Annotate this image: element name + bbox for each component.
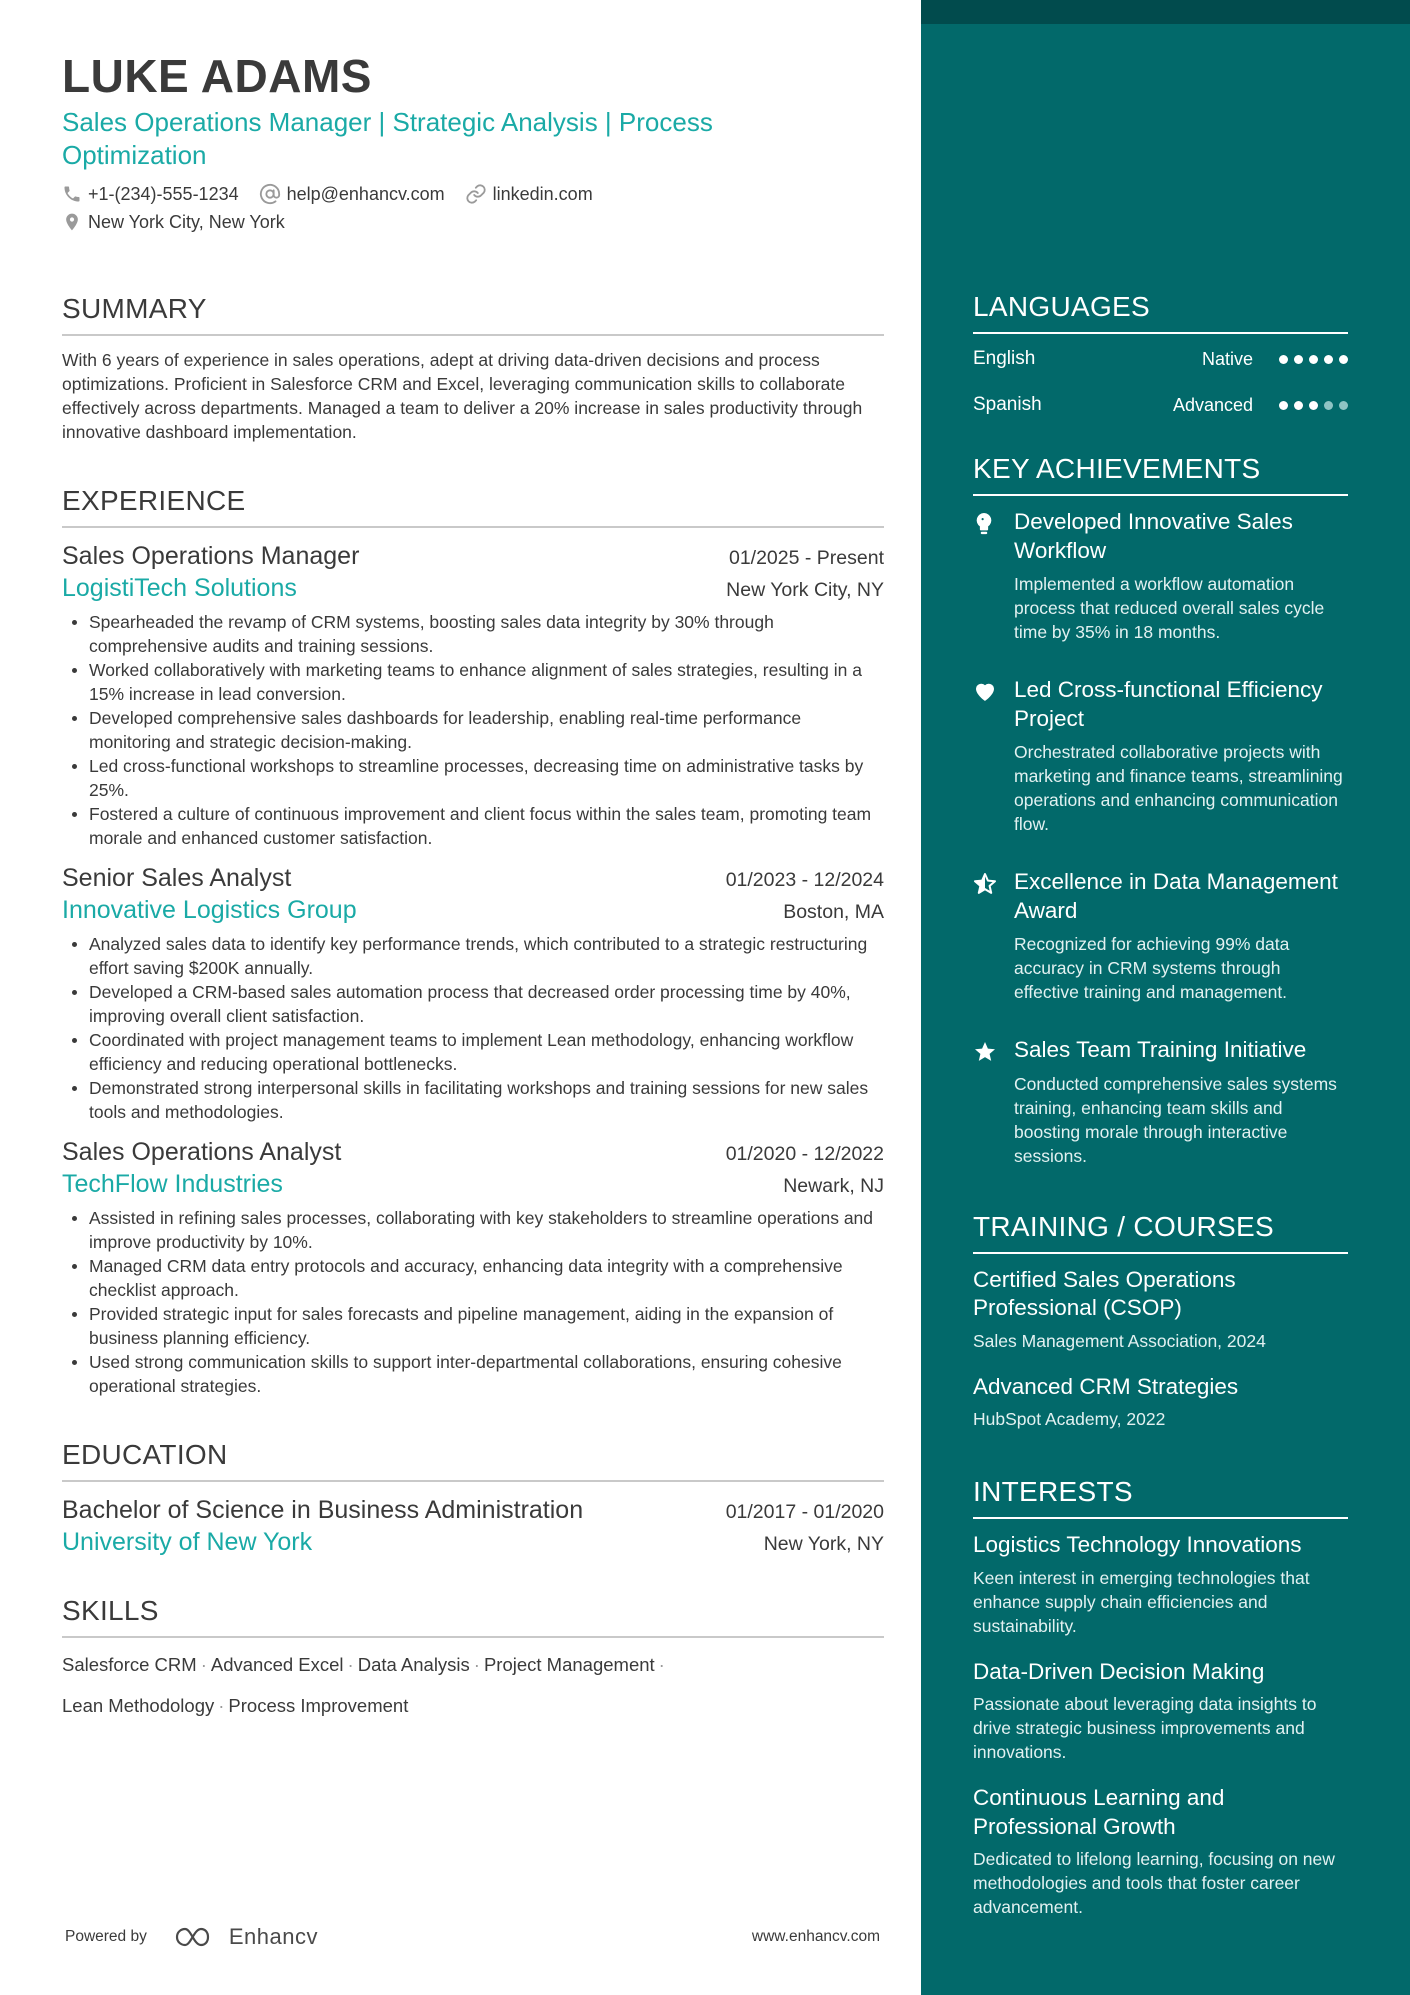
language-name: English [973, 348, 1036, 369]
achievements-section [973, 452, 1348, 1168]
interests-title: INTERESTS [973, 1476, 1133, 1507]
course-title: Advanced CRM Strategies [973, 1373, 1239, 1399]
achievements-title: KEY ACHIEVEMENTS [973, 453, 1261, 484]
skill-separator: · [658, 1654, 665, 1675]
job-date: 01/2023 - 12/2024 [725, 869, 884, 891]
achievement-desc: Conducted comprehensive sales systems training, enhancing team skills and boosting morale through interactive sessions. [1014, 1073, 1337, 1166]
language-rating [1273, 401, 1348, 410]
experience-section [62, 484, 884, 1398]
interest-title: Data-Driven Decision Making [973, 1658, 1265, 1684]
achievement-icon-wrap [973, 1036, 997, 1168]
rating-dot-filled [1279, 355, 1288, 364]
brand-logo[interactable] [175, 1924, 318, 1950]
summary-text: With 6 years of experience in sales operations, adept at driving data-driven decisions and process optimizations. Proficient in Salesforce CRM and Excel, leveraging communication skills to collaborate effectively across departments. Managed a team to deliver a 20% increase in sales productivity through innovative dashboard implementation. [62, 350, 863, 442]
job-entry [62, 1136, 884, 1398]
rating-dot-filled [1324, 355, 1333, 364]
education-entry [62, 1494, 884, 1558]
skill-separator: · [218, 1695, 225, 1716]
achievement-desc: Orchestrated collaborative projects with marketing and finance teams, streamlining operations and enhancing communication flow. [1014, 742, 1343, 834]
course-provider: HubSpot Academy, 2022 [973, 1409, 1166, 1429]
education-subheader [62, 1526, 884, 1558]
candidate-headline: Sales Operations Manager | Strategic Analysis | Process Optimization [62, 107, 713, 170]
education-school: University of New York [62, 1528, 313, 1556]
location-row [62, 210, 884, 234]
job-bullet: Worked collaboratively with marketing teams to enhance alignment of sales strategies, resulting in a 15% increase in lead conversion. [62, 658, 884, 706]
education-location: New York, NY [763, 1533, 884, 1555]
job-bullets [62, 610, 884, 850]
job-header [62, 540, 884, 572]
job-location: Newark, NJ [783, 1175, 884, 1197]
language-level: Advanced [1172, 394, 1253, 415]
achievement-desc: Recognized for achieving 99% data accuracy in CRM systems through effective training and management. [1014, 934, 1290, 1002]
achievement-title: Sales Team Training Initiative [1014, 1037, 1307, 1062]
star-half-icon [973, 872, 997, 896]
footer [65, 1924, 880, 1950]
achievement-item [973, 1036, 1348, 1168]
email-text[interactable]: help@enhancv.com [286, 183, 445, 204]
enhancv-logo-icon [175, 1926, 221, 1948]
contact-email [259, 183, 445, 205]
lightbulb-icon [973, 512, 995, 536]
education-divider [62, 1480, 884, 1482]
interest-desc: Keen interest in emerging technologies that enhance supply chain efficiencies and sustainability. [973, 1567, 1310, 1636]
skill-item: Process Improvement [228, 1695, 409, 1716]
course-title: Certified Sales Operations Professional (CSOP) [973, 1266, 1236, 1320]
job-bullet: Demonstrated strong interpersonal skills in facilitating workshops and training sessions for new sales tools and methodologies. [62, 1076, 884, 1124]
education-degree: Bachelor of Science in Business Administration [62, 1496, 584, 1524]
interest-item [973, 1784, 1348, 1919]
rating-dot-filled [1294, 401, 1303, 410]
link-icon [465, 183, 487, 205]
job-location: New York City, NY [726, 579, 884, 601]
achievement-desc: Implemented a workflow automation process that reduced overall sales cycle time by 35% in 18 months. [1014, 574, 1325, 642]
contact-row [62, 182, 884, 206]
at-icon [259, 183, 281, 205]
course-item [973, 1373, 1348, 1432]
language-level: Native [1201, 348, 1253, 369]
phone-icon [62, 184, 82, 204]
linkedin-text[interactable]: linkedin.com [492, 183, 593, 204]
achievement-body [1014, 508, 1348, 644]
interest-desc: Dedicated to lifelong learning, focusing on new methodologies and tools that foster career advancement. [973, 1849, 1335, 1917]
course-item [973, 1266, 1348, 1353]
job-title: Sales Operations Manager [62, 542, 360, 570]
language-row [973, 336, 1348, 382]
brand-name: Enhancv [228, 1924, 318, 1949]
achievement-icon-wrap [973, 508, 997, 644]
job-date: 01/2025 - Present [728, 547, 884, 569]
location-pin-icon [62, 212, 82, 232]
job-entry [62, 862, 884, 1124]
job-entry [62, 540, 884, 850]
job-header [62, 862, 884, 894]
footer-branding [65, 1924, 318, 1950]
languages-section [973, 290, 1348, 428]
skill-item: Salesforce CRM [62, 1654, 197, 1675]
achievement-body [1014, 1036, 1348, 1168]
job-company: TechFlow Industries [62, 1170, 283, 1198]
achievement-icon-wrap [973, 676, 997, 836]
interest-desc: Passionate about leveraging data insights to drive strategic business improvements and innovations. [973, 1694, 1317, 1762]
job-bullet: Led cross-functional workshops to streamline processes, decreasing time on administrative tasks by 25%. [62, 754, 884, 802]
footer-url[interactable]: www.enhancv.com [751, 1928, 880, 1945]
job-bullet: Analyzed sales data to identify key performance trends, which contributed to a strategic restructuring effort saving $200K annually. [62, 932, 884, 980]
training-section [973, 1210, 1348, 1432]
course-provider: Sales Management Association, 2024 [973, 1330, 1266, 1351]
education-header [62, 1494, 884, 1526]
achievement-title: Excellence in Data Management Award [1014, 869, 1338, 923]
star-icon [973, 1040, 997, 1064]
interests-divider [973, 1517, 1348, 1519]
achievement-title: Led Cross-functional Efficiency Project [1014, 677, 1323, 731]
job-subheader [62, 1168, 884, 1200]
job-bullets [62, 932, 884, 1124]
languages-divider [973, 332, 1348, 334]
training-divider [973, 1252, 1348, 1254]
language-name: Spanish [973, 394, 1042, 415]
interest-item [973, 1531, 1348, 1638]
experience-title: EXPERIENCE [62, 485, 246, 516]
education-title: EDUCATION [62, 1439, 228, 1470]
education-section [62, 1438, 884, 1558]
achievement-item [973, 868, 1348, 1004]
experience-divider [62, 526, 884, 528]
interests-section [973, 1475, 1348, 1919]
achievement-title: Developed Innovative Sales Workflow [1014, 509, 1293, 563]
summary-section [62, 292, 884, 444]
skill-separator: · [473, 1654, 480, 1675]
skill-item: Project Management [483, 1654, 655, 1675]
job-subheader [62, 894, 884, 926]
skill-item: Lean Methodology [62, 1695, 215, 1716]
achievement-icon-wrap [973, 868, 997, 1004]
job-bullet: Developed a CRM-based sales automation process that decreased order processing time by 40%, improving overall client satisfaction. [62, 980, 884, 1028]
skill-separator: · [200, 1654, 207, 1675]
education-date: 01/2017 - 01/2020 [725, 1501, 884, 1523]
achievements-divider [973, 494, 1348, 496]
job-bullet: Coordinated with project management teams to implement Lean methodology, enhancing workflow efficiency and reducing operational bottlenecks. [62, 1028, 884, 1076]
job-bullet: Provided strategic input for sales forecasts and pipeline management, aiding in the expansion of business planning efficiency. [62, 1302, 884, 1350]
skill-item: Advanced Excel [210, 1654, 344, 1675]
interest-title: Logistics Technology Innovations [973, 1532, 1302, 1557]
job-company: LogistiTech Solutions [62, 574, 297, 602]
job-title: Sales Operations Analyst [62, 1138, 342, 1166]
skills-section [62, 1594, 884, 1726]
rating-dot-filled [1339, 355, 1348, 364]
heart-icon [973, 680, 997, 702]
achievement-item [973, 676, 1348, 836]
skill-item: Data Analysis [357, 1654, 470, 1675]
summary-divider [62, 334, 884, 336]
job-bullet: Spearheaded the revamp of CRM systems, boosting sales data integrity by 30% through comprehensive audits and training sessions. [62, 610, 884, 658]
contact-location [62, 212, 285, 233]
rating-dot-filled [1309, 355, 1318, 364]
job-bullet: Assisted in refining sales processes, collaborating with key stakeholders to streamline operations and improve productivity by 10%. [62, 1206, 884, 1254]
interest-title: Continuous Learning and Professional Growth [973, 1785, 1225, 1839]
rating-dot-filled [1309, 401, 1318, 410]
job-subheader [62, 572, 884, 604]
main-column [62, 48, 884, 1726]
job-date: 01/2020 - 12/2022 [725, 1143, 884, 1165]
language-rating [1273, 355, 1348, 364]
interest-item [973, 1658, 1348, 1765]
languages-list [973, 336, 1348, 428]
rating-dot-filled [1279, 401, 1288, 410]
powered-by-label: Powered by [65, 1928, 147, 1945]
job-bullet: Used strong communication skills to support inter-departmental collaborations, ensuring cohesive operational strategies. [62, 1350, 884, 1398]
skills-list [62, 1644, 884, 1726]
achievement-body [1014, 676, 1348, 836]
job-bullet: Developed comprehensive sales dashboards for leadership, enabling real-time performance monitoring and strategic decision-making. [62, 706, 884, 754]
contact-linkedin [465, 183, 593, 205]
job-bullet: Fostered a culture of continuous improvement and client focus within the sales team, promoting team morale and enhanced customer satisfaction. [62, 802, 884, 850]
contact-phone [62, 184, 239, 205]
phone-text[interactable]: +1-(234)-555-1234 [88, 183, 239, 204]
job-company: Innovative Logistics Group [62, 896, 357, 924]
job-location: Boston, MA [783, 901, 884, 923]
skills-line [62, 1644, 884, 1685]
job-bullet: Managed CRM data entry protocols and accuracy, enhancing data integrity with a comprehensive checklist approach. [62, 1254, 884, 1302]
training-title: TRAINING / COURSES [973, 1210, 1274, 1242]
languages-title: LANGUAGES [973, 291, 1150, 322]
job-title: Senior Sales Analyst [62, 864, 292, 892]
candidate-name: LUKE ADAMS [62, 50, 372, 102]
summary-title: SUMMARY [62, 293, 207, 324]
rating-dot-empty [1339, 401, 1348, 410]
sidebar-column [973, 0, 1348, 1919]
skills-title: SKILLS [62, 1595, 159, 1626]
skill-separator: · [347, 1654, 354, 1675]
skills-divider [62, 1636, 884, 1638]
location-text: New York City, New York [88, 211, 285, 232]
achievement-body [1014, 868, 1348, 1004]
job-bullets [62, 1206, 884, 1398]
rating-dot-filled [1294, 355, 1303, 364]
language-row [973, 382, 1348, 428]
job-header [62, 1136, 884, 1168]
achievement-item [973, 508, 1348, 644]
skills-line [62, 1685, 884, 1726]
rating-dot-empty [1324, 401, 1333, 410]
